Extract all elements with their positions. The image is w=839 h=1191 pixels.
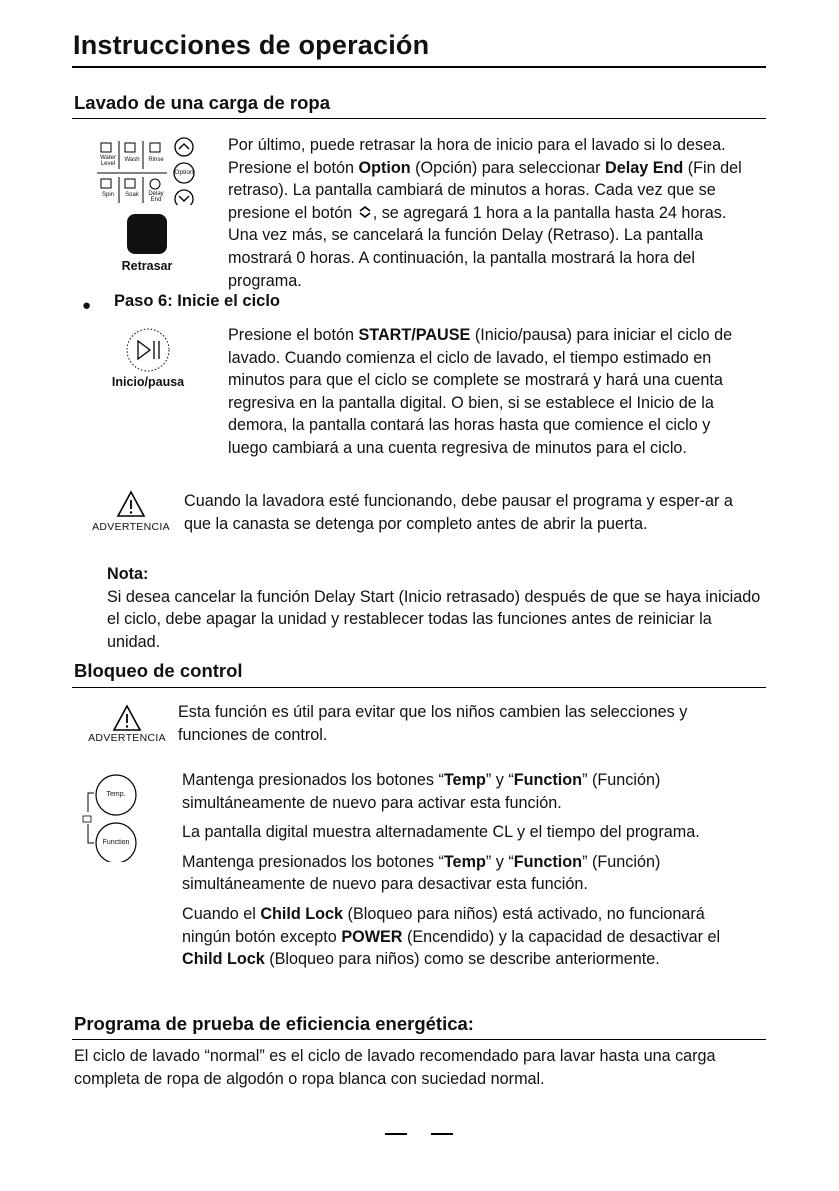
warning-text-2: Esta función es útil para evitar que los niños cambien las selecciones y funciones de control. <box>178 703 688 744</box>
delay-button-caption: Retrasar <box>121 259 173 273</box>
energy-paragraph: El ciclo de lavado “normal” es el ciclo de lavado recomendado para lavar hasta una carga completa de ropa de algodón o ropa blanca con suciedad normal. <box>74 1047 716 1088</box>
start-pause-caption: Inicio/pausa <box>111 375 185 389</box>
delay-button <box>127 214 167 254</box>
bullet-icon: ● <box>82 297 92 314</box>
page-title: Instrucciones de operación <box>73 30 430 60</box>
warning-block-2 <box>86 704 168 749</box>
warning-label: ADVERTENCIA <box>88 732 166 744</box>
note-text: Si desea cancelar la función Delay Start (Inicio retrasado) después de que se haya iniciado el ciclo, debe apagar la unidad y restablecer todas las funciones antes de reiniciar la unidad. <box>107 587 761 651</box>
play-pause-icon <box>98 327 198 373</box>
label-spin: Spin <box>101 192 114 198</box>
label-rinse: Rinse <box>148 157 164 163</box>
step6-paragraph: Presione el botón START/PAUSE (Inicio/pausa) para iniciar el ciclo de lavado. Cuando comienza el ciclo de lavado, el tiempo estimado en minutos para que el ciclo se complete se mostrará y hará una cuenta regresiva en la pantalla digital. O bien, si se establece el Inicio de la demora, la pantalla contará las horas hasta que comience el ciclo y luego cambiará a una cuenta regresiva de minutos para el ciclo. <box>228 326 733 457</box>
note-heading: Nota: <box>107 565 149 583</box>
warning-label: ADVERTENCIA <box>92 521 170 533</box>
section-heading-wash: Lavado de una carga de ropa <box>74 92 330 113</box>
start-pause-illustration <box>98 327 198 397</box>
section-divider <box>72 118 766 119</box>
section-heading-lock: Bloqueo de control <box>74 660 243 681</box>
delay-paragraph: Por último, puede retrasar la hora de inicio para el lavado si lo desea. Presione el botón Option (Opción) para seleccionar Delay End (Fin del retraso). La pantalla cambiará de minutos a horas. Cada vez que se presione el botón , se agregará 1 hora a la pantalla hasta 24 horas. Una vez más, se cancelará la función Delay (Retraso). La pantalla mostrará 0 horas. A continuación, la pantalla mostrará la hora del programa. <box>228 136 742 290</box>
warning-triangle-icon <box>90 490 172 520</box>
up-down-arrows-icon <box>357 206 373 218</box>
page-number-dash <box>431 1133 453 1135</box>
label-option: Option <box>174 169 194 176</box>
warning-text-1: Cuando la lavadora esté funcionando, debe pausar el programa y esper-ar a que la canasta se detenga por completo antes de abrir la puerta. <box>184 492 733 533</box>
temp-button-label: Temp. <box>106 791 126 798</box>
step6-heading: Paso 6: Inicie el ciclo <box>114 292 280 310</box>
child-lock-bracket <box>76 772 146 862</box>
note-block <box>107 563 767 653</box>
section-heading-energy: Programa de prueba de eficiencia energética: <box>74 1013 474 1034</box>
section-divider <box>72 1039 766 1040</box>
warning-block-1 <box>90 490 172 535</box>
label-delay-end: Delay End <box>148 191 164 203</box>
label-wash: Wash <box>124 157 140 163</box>
section-divider <box>72 687 766 688</box>
label-soak: Soak <box>125 192 139 198</box>
page-number-dash <box>385 1133 407 1135</box>
function-button-label: Function <box>102 839 130 846</box>
control-panel-illustration <box>95 135 205 280</box>
warning-triangle-icon <box>86 704 168 734</box>
child-lock-buttons-illustration <box>76 772 146 862</box>
title-divider <box>72 66 766 68</box>
label-water-level: Water Level <box>100 155 116 167</box>
child-lock-paragraphs: Mantenga presionados los botones “Temp” y “Function” (Función) simultáneamente de nuevo para activar esta función. La pantalla digital muestra alternadamente CL y el tiempo del programa. Mantenga presionados los botones “Temp” y “Function” (Función) simultáneamente de nuevo para desactivar esta función. Cuando el Child Lock (Bloqueo para niños) está activado, no funcionará ningún botón excepto POWER (Encendido) y la capacidad de desactivar el Child Lock (Bloqueo para niños) como se describe anteriormente. <box>182 771 721 969</box>
